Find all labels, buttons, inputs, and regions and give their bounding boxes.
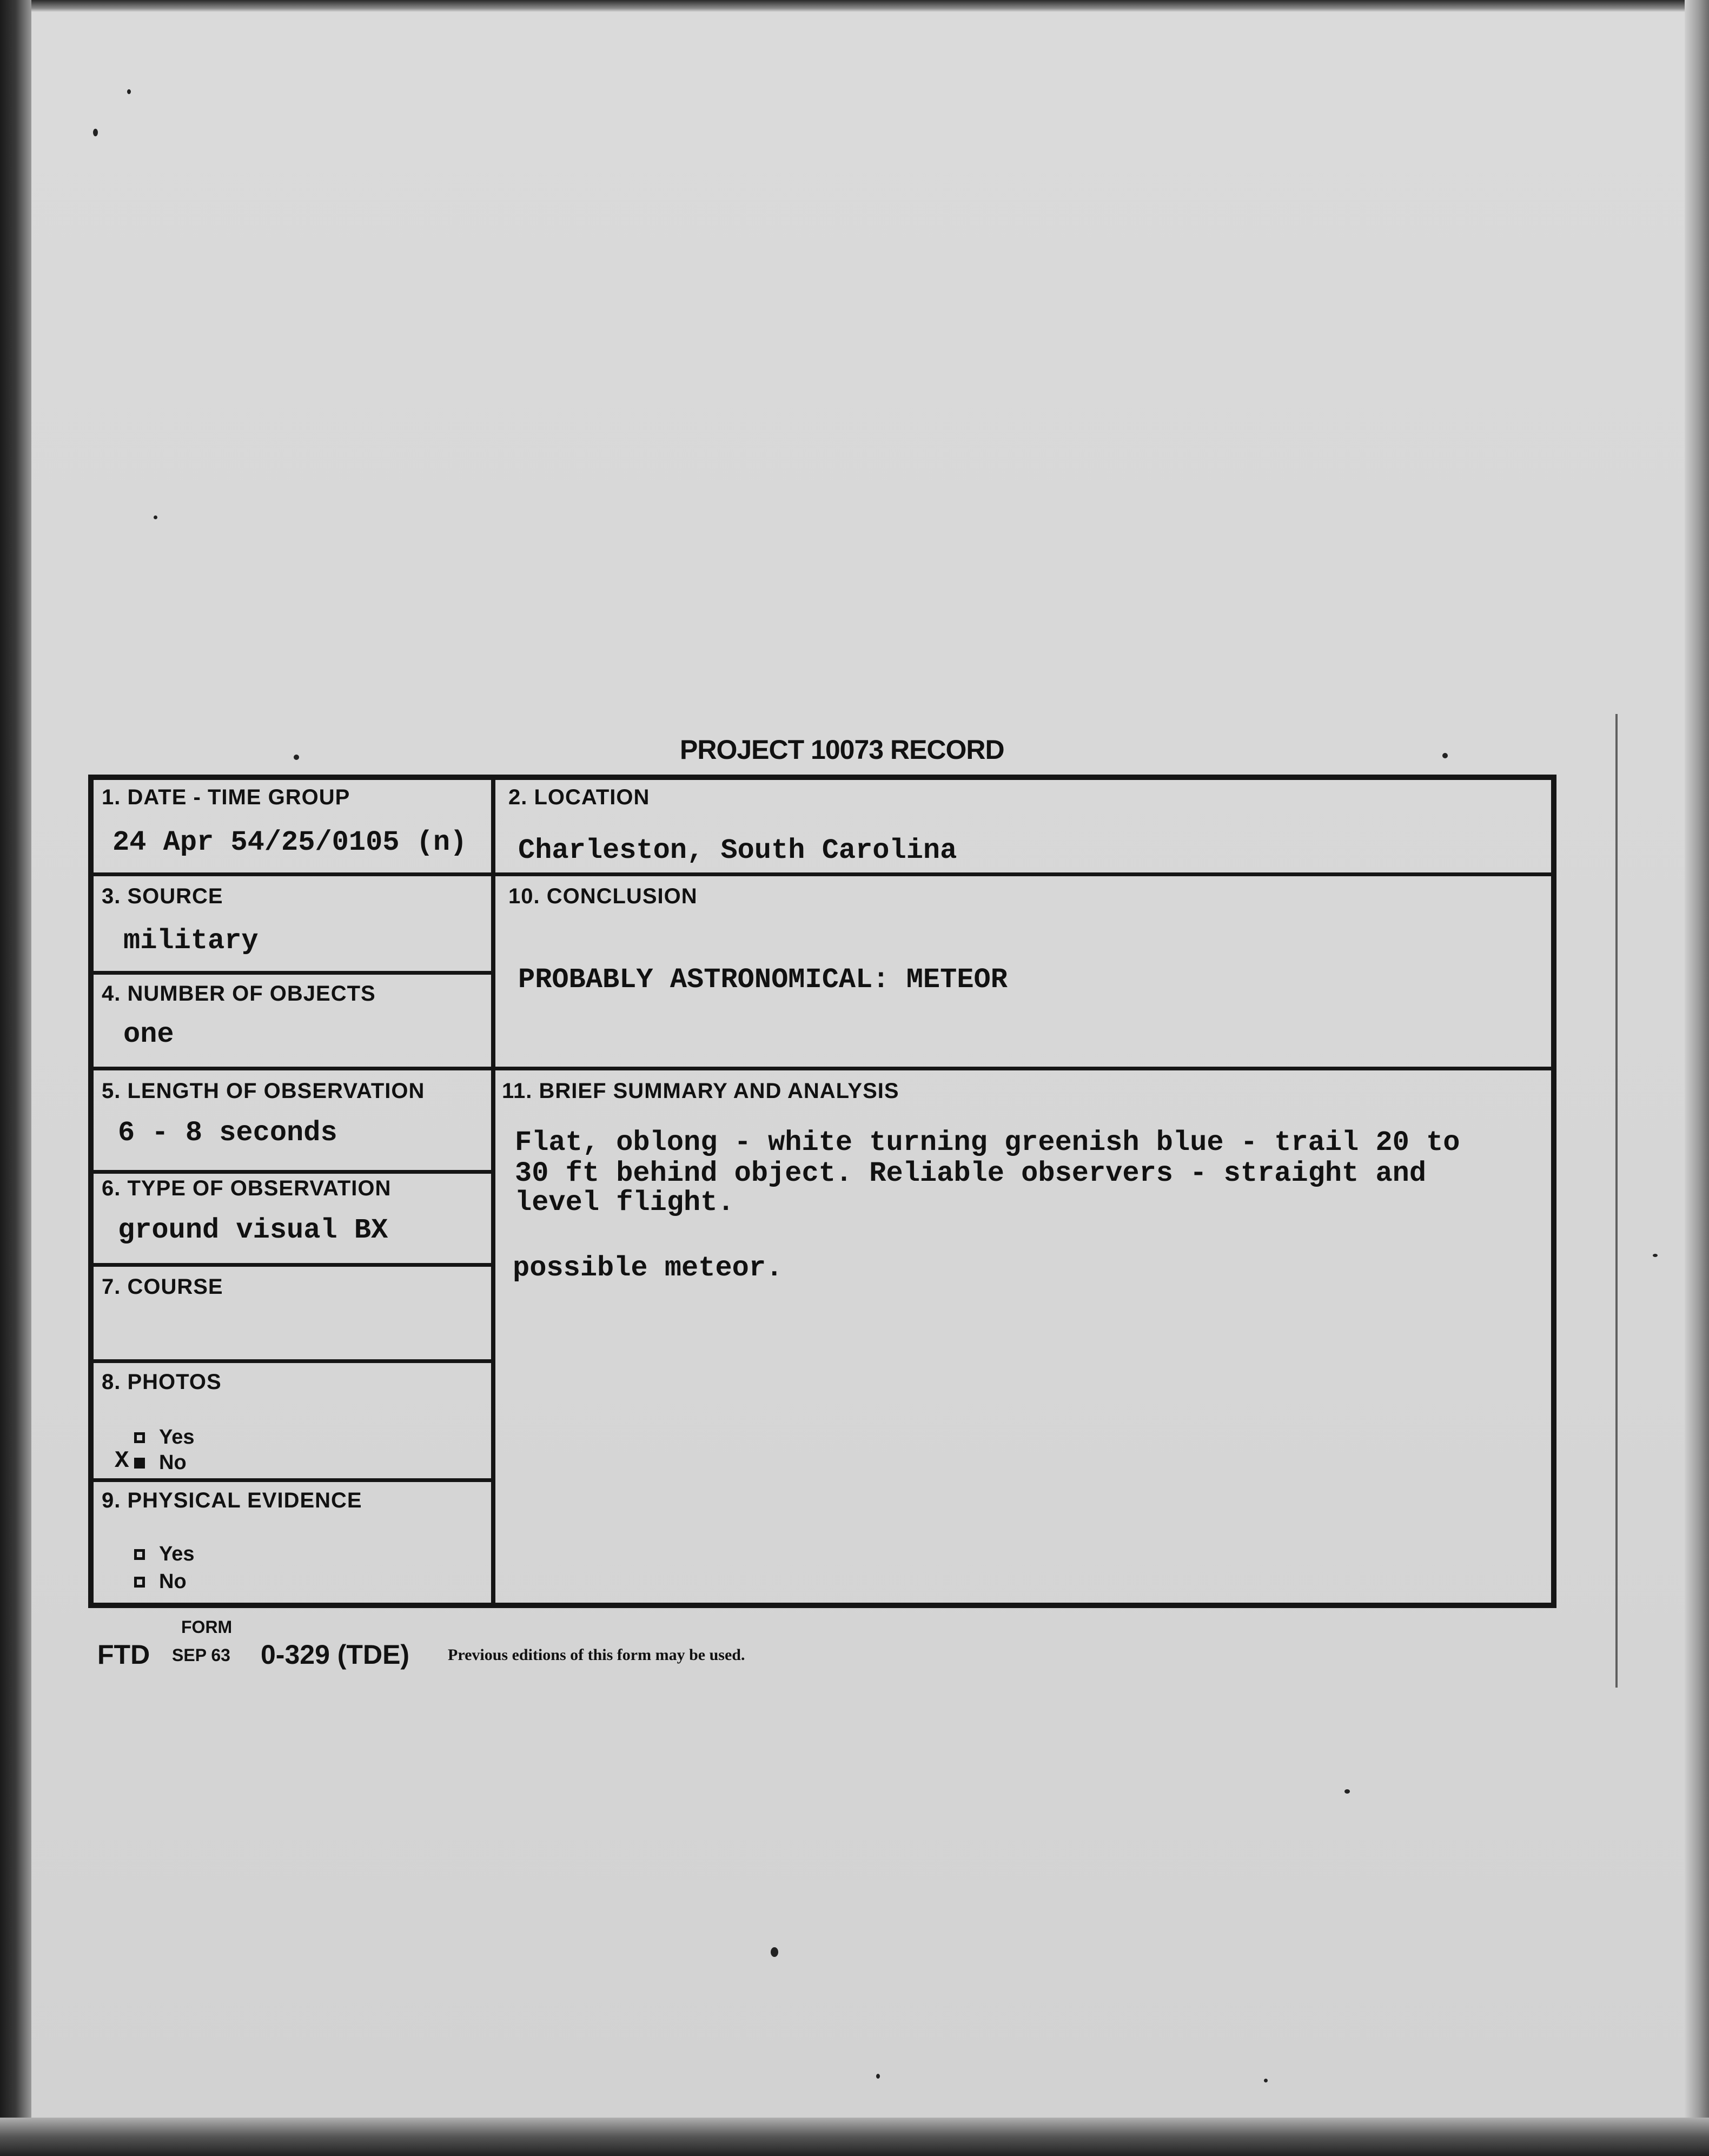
dust-speck <box>1653 1254 1658 1257</box>
footer-date-code: SEP 63 <box>172 1645 230 1665</box>
source-value: military <box>123 925 259 957</box>
row-divider <box>88 1263 495 1267</box>
form-title: PROJECT 10073 RECORD <box>680 735 1004 765</box>
row-divider <box>88 1170 495 1174</box>
length-of-observation-label: 5. LENGTH OF OBSERVATION <box>102 1079 425 1103</box>
physical-evidence-label: 9. PHYSICAL EVIDENCE <box>102 1489 362 1512</box>
date-time-group-label: 1. DATE - TIME GROUP <box>102 785 350 809</box>
dust-speck <box>876 2074 880 2079</box>
dust-speck <box>1442 753 1448 758</box>
row-divider <box>88 971 495 975</box>
number-of-objects-value: one <box>123 1019 174 1050</box>
dust-speck <box>1344 1789 1350 1794</box>
scan-fold-line <box>1615 714 1618 1688</box>
footer-form-word: FORM <box>181 1617 233 1637</box>
scan-edge-top <box>31 0 1709 12</box>
dust-speck <box>93 129 98 136</box>
location-label: 2. LOCATION <box>508 785 650 809</box>
physical-evidence-yes-label: Yes <box>159 1543 195 1565</box>
photos-yes-label: Yes <box>159 1426 195 1449</box>
row-divider <box>88 872 1556 876</box>
summary-label: 11. BRIEF SUMMARY AND ANALYSIS <box>502 1079 899 1103</box>
footer-form-number: 0-329 (TDE) <box>261 1639 410 1670</box>
dust-speck <box>771 1947 778 1957</box>
physical-evidence-no-option <box>134 1570 187 1593</box>
photos-no-option <box>134 1451 187 1474</box>
scan-edge-left <box>0 0 31 2156</box>
column-divider <box>491 775 495 1608</box>
scan-edge-bottom <box>0 2118 1709 2156</box>
scan-edge-right <box>1685 0 1709 2156</box>
conclusion-value: PROBABLY ASTRONOMICAL: METEOR <box>518 964 1008 996</box>
checkbox-empty-icon <box>134 1577 145 1588</box>
dust-speck <box>1264 2079 1268 2082</box>
photos-label: 8. PHOTOS <box>102 1370 222 1394</box>
dust-speck <box>294 755 299 760</box>
row-divider <box>88 1478 495 1482</box>
summary-note: possible meteor. <box>513 1252 783 1284</box>
summary-line-3: level flight. <box>515 1187 734 1219</box>
physical-evidence-no-label: No <box>159 1570 187 1593</box>
footer-notice: Previous editions of this form may be used. <box>448 1646 745 1664</box>
number-of-objects-label: 4. NUMBER OF OBJECTS <box>102 982 376 1006</box>
physical-evidence-yes-option <box>134 1543 195 1566</box>
type-of-observation-value: ground visual BX <box>118 1214 388 1246</box>
location-value: Charleston, South Carolina <box>518 835 957 867</box>
course-label: 7. COURSE <box>102 1275 223 1299</box>
dust-speck <box>127 89 131 94</box>
checkbox-marked-icon <box>134 1458 145 1469</box>
conclusion-label: 10. CONCLUSION <box>508 884 698 908</box>
summary-line-2: 30 ft behind object. Reliable observers - straight and <box>515 1158 1427 1189</box>
source-label: 3. SOURCE <box>102 884 223 908</box>
checkbox-empty-icon <box>134 1432 145 1443</box>
row-divider <box>88 1067 1556 1070</box>
summary-line-1: Flat, oblong - white turning greenish blue - trail 20 to <box>515 1127 1460 1159</box>
length-of-observation-value: 6 - 8 seconds <box>118 1117 337 1149</box>
dust-speck <box>154 515 157 519</box>
photos-yes-option <box>134 1426 195 1449</box>
date-time-group-value: 24 Apr 54/25/0105 (n) <box>112 826 467 858</box>
photos-no-label: No <box>159 1451 187 1474</box>
checkbox-empty-icon <box>134 1549 145 1560</box>
photos-selected-mark: X <box>115 1447 129 1474</box>
footer-ftd: FTD <box>97 1639 150 1670</box>
row-divider <box>88 1359 495 1363</box>
type-of-observation-label: 6. TYPE OF OBSERVATION <box>102 1176 392 1200</box>
